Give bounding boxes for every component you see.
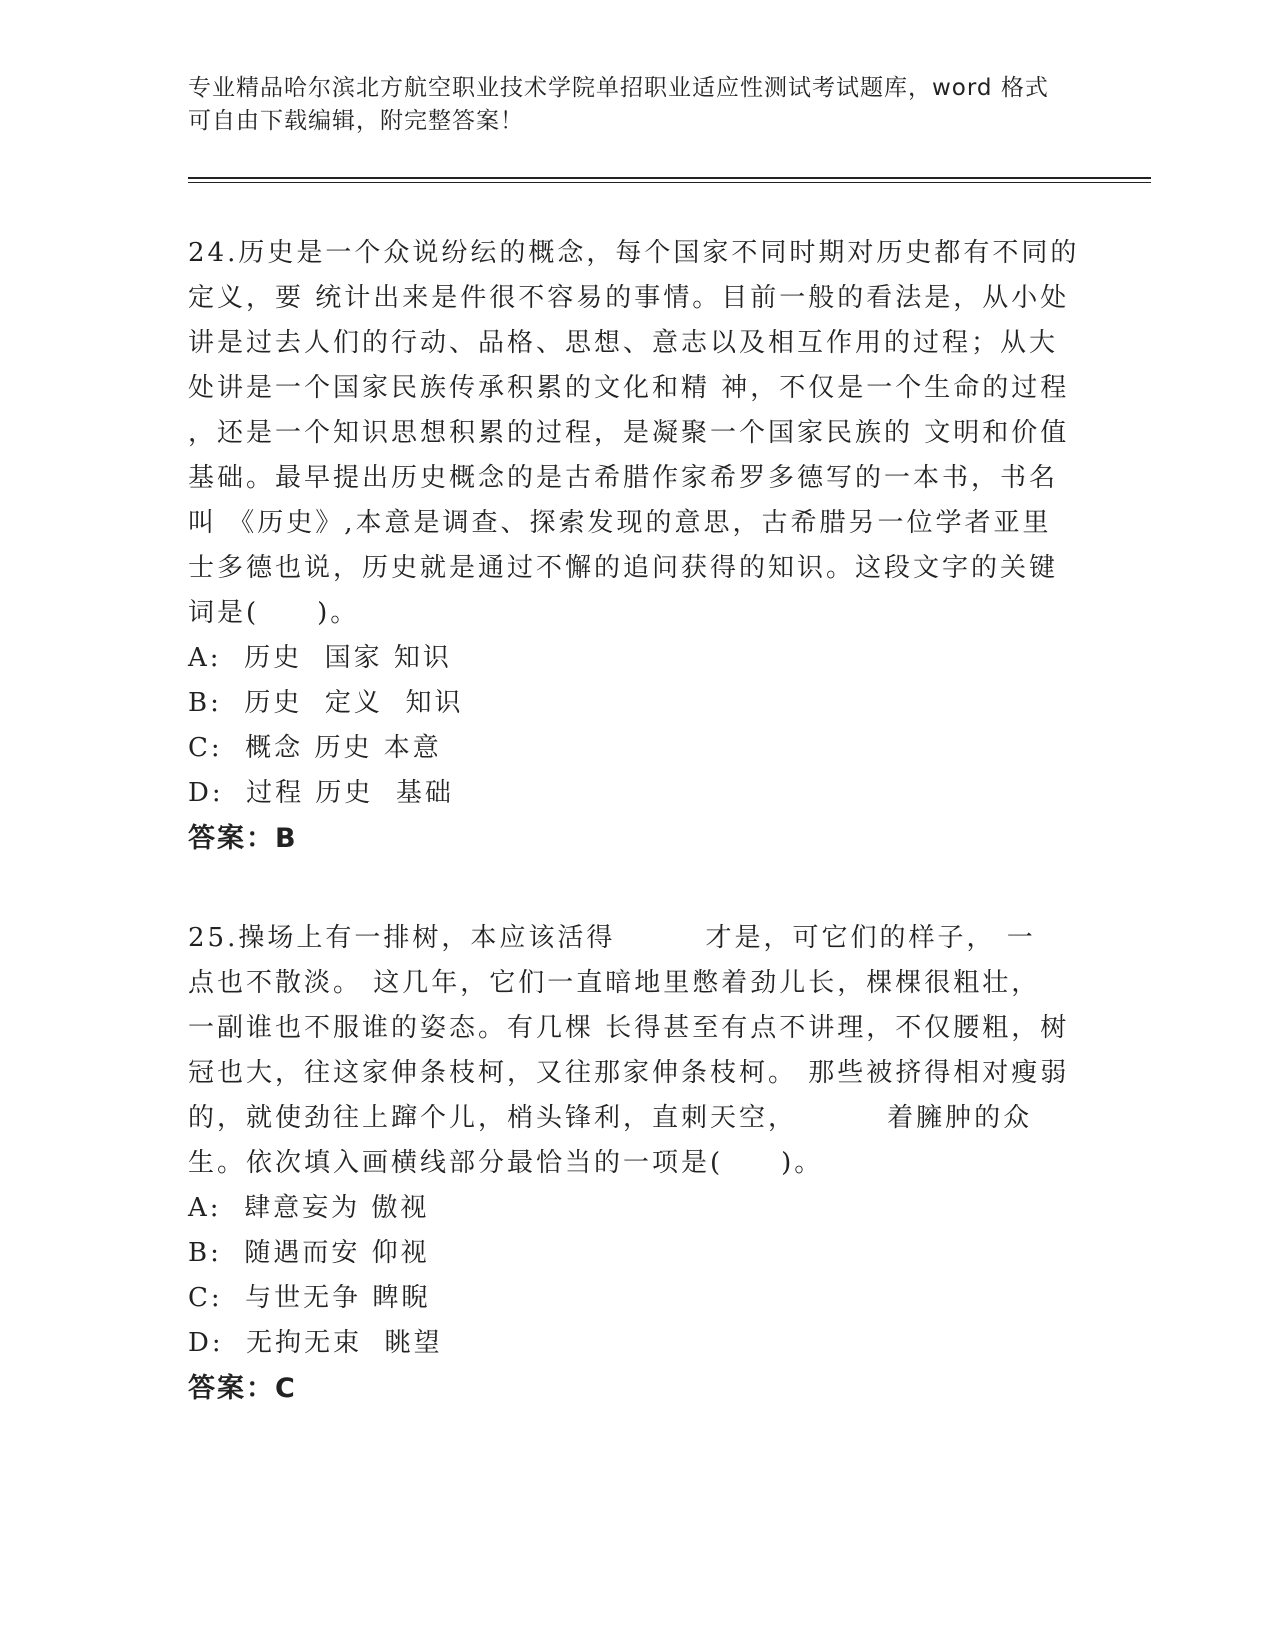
header-line-1: 专业精品哈尔滨北方航空职业技术学院单招职业适应性测试考试题库，word 格式 xyxy=(188,75,1049,101)
answer-label: 答案：C xyxy=(188,1373,297,1404)
header-line-2: 可自由下载编辑，附完整答案！ xyxy=(188,108,524,134)
question-text-line: 的，就使劲往上蹿个儿，梢头锋利，直刺天空， 着臃肿的众 xyxy=(188,1103,1033,1133)
option-b: B: 随遇而安 仰视 xyxy=(188,1238,430,1268)
question-text-line: 一副谁也不服谁的姿态。有几棵 长得甚至有点不讲理，不仅腰粗，树 xyxy=(188,1013,1070,1043)
question-text-line: 处讲是一个国家民族传承积累的文化和精 神，不仅是一个生命的过程 xyxy=(188,373,1070,403)
question-text-line: 士多德也说，历史就是通过不懈的追问获得的知识。这段文字的关键 xyxy=(188,553,1059,583)
question-text-line: 生。依次填入画横线部分最恰当的一项是( )。 xyxy=(188,1148,824,1178)
page-header xyxy=(188,72,1068,138)
question-text-line: 24.历史是一个众说纷纭的概念，每个国家不同时期对历史都有不同的 xyxy=(188,238,1080,268)
question-text-line: 定义，要 统计出来是件很不容易的事情。目前一般的看法是，从小处 xyxy=(188,283,1070,313)
question-text-line: 叫 《历史》,本意是调查、探索发现的意思，古希腊另一位学者亚里 xyxy=(188,508,1052,538)
question-text-line: 冠也大，往这家伸条枝柯，又往那家伸条枝柯。 那些被挤得相对瘦弱 xyxy=(188,1058,1070,1088)
option-d: D: 无拘无束 眺望 xyxy=(188,1328,443,1358)
question-text-line: 词是( )。 xyxy=(188,598,360,628)
question-text-line: 25.操场上有一排树，本应该活得 才是，可它们的样子， 一 xyxy=(188,923,1036,953)
header-divider-thin xyxy=(188,182,1151,183)
option-a: A: 历史 国家 知识 xyxy=(188,643,452,673)
question-text-line: 基础。最早提出历史概念的是古希腊作家希罗多德写的一本书，书名 xyxy=(188,463,1059,493)
question-text-line: 讲是过去人们的行动、品格、思想、意志以及相互作用的过程；从大 xyxy=(188,328,1059,358)
option-c: C: 与世无争 睥睨 xyxy=(188,1283,431,1313)
question-24 xyxy=(188,231,1088,861)
question-25 xyxy=(188,916,1088,1411)
header-divider-thick xyxy=(188,177,1151,179)
question-text-line: ，还是一个知识思想积累的过程，是凝聚一个国家民族的 文明和价值 xyxy=(188,418,1070,448)
question-text-line: 点也不散淡。 这几年，它们一直暗地里憋着劲儿长，棵棵很粗壮， xyxy=(188,968,1041,998)
option-c: C: 概念 历史 本意 xyxy=(188,733,442,763)
option-d: D: 过程 历史 基础 xyxy=(188,778,454,808)
option-a: A: 肆意妄为 傲视 xyxy=(188,1193,430,1223)
answer-label: 答案：B xyxy=(188,823,298,854)
option-b: B: 历史 定义 知识 xyxy=(188,688,464,718)
